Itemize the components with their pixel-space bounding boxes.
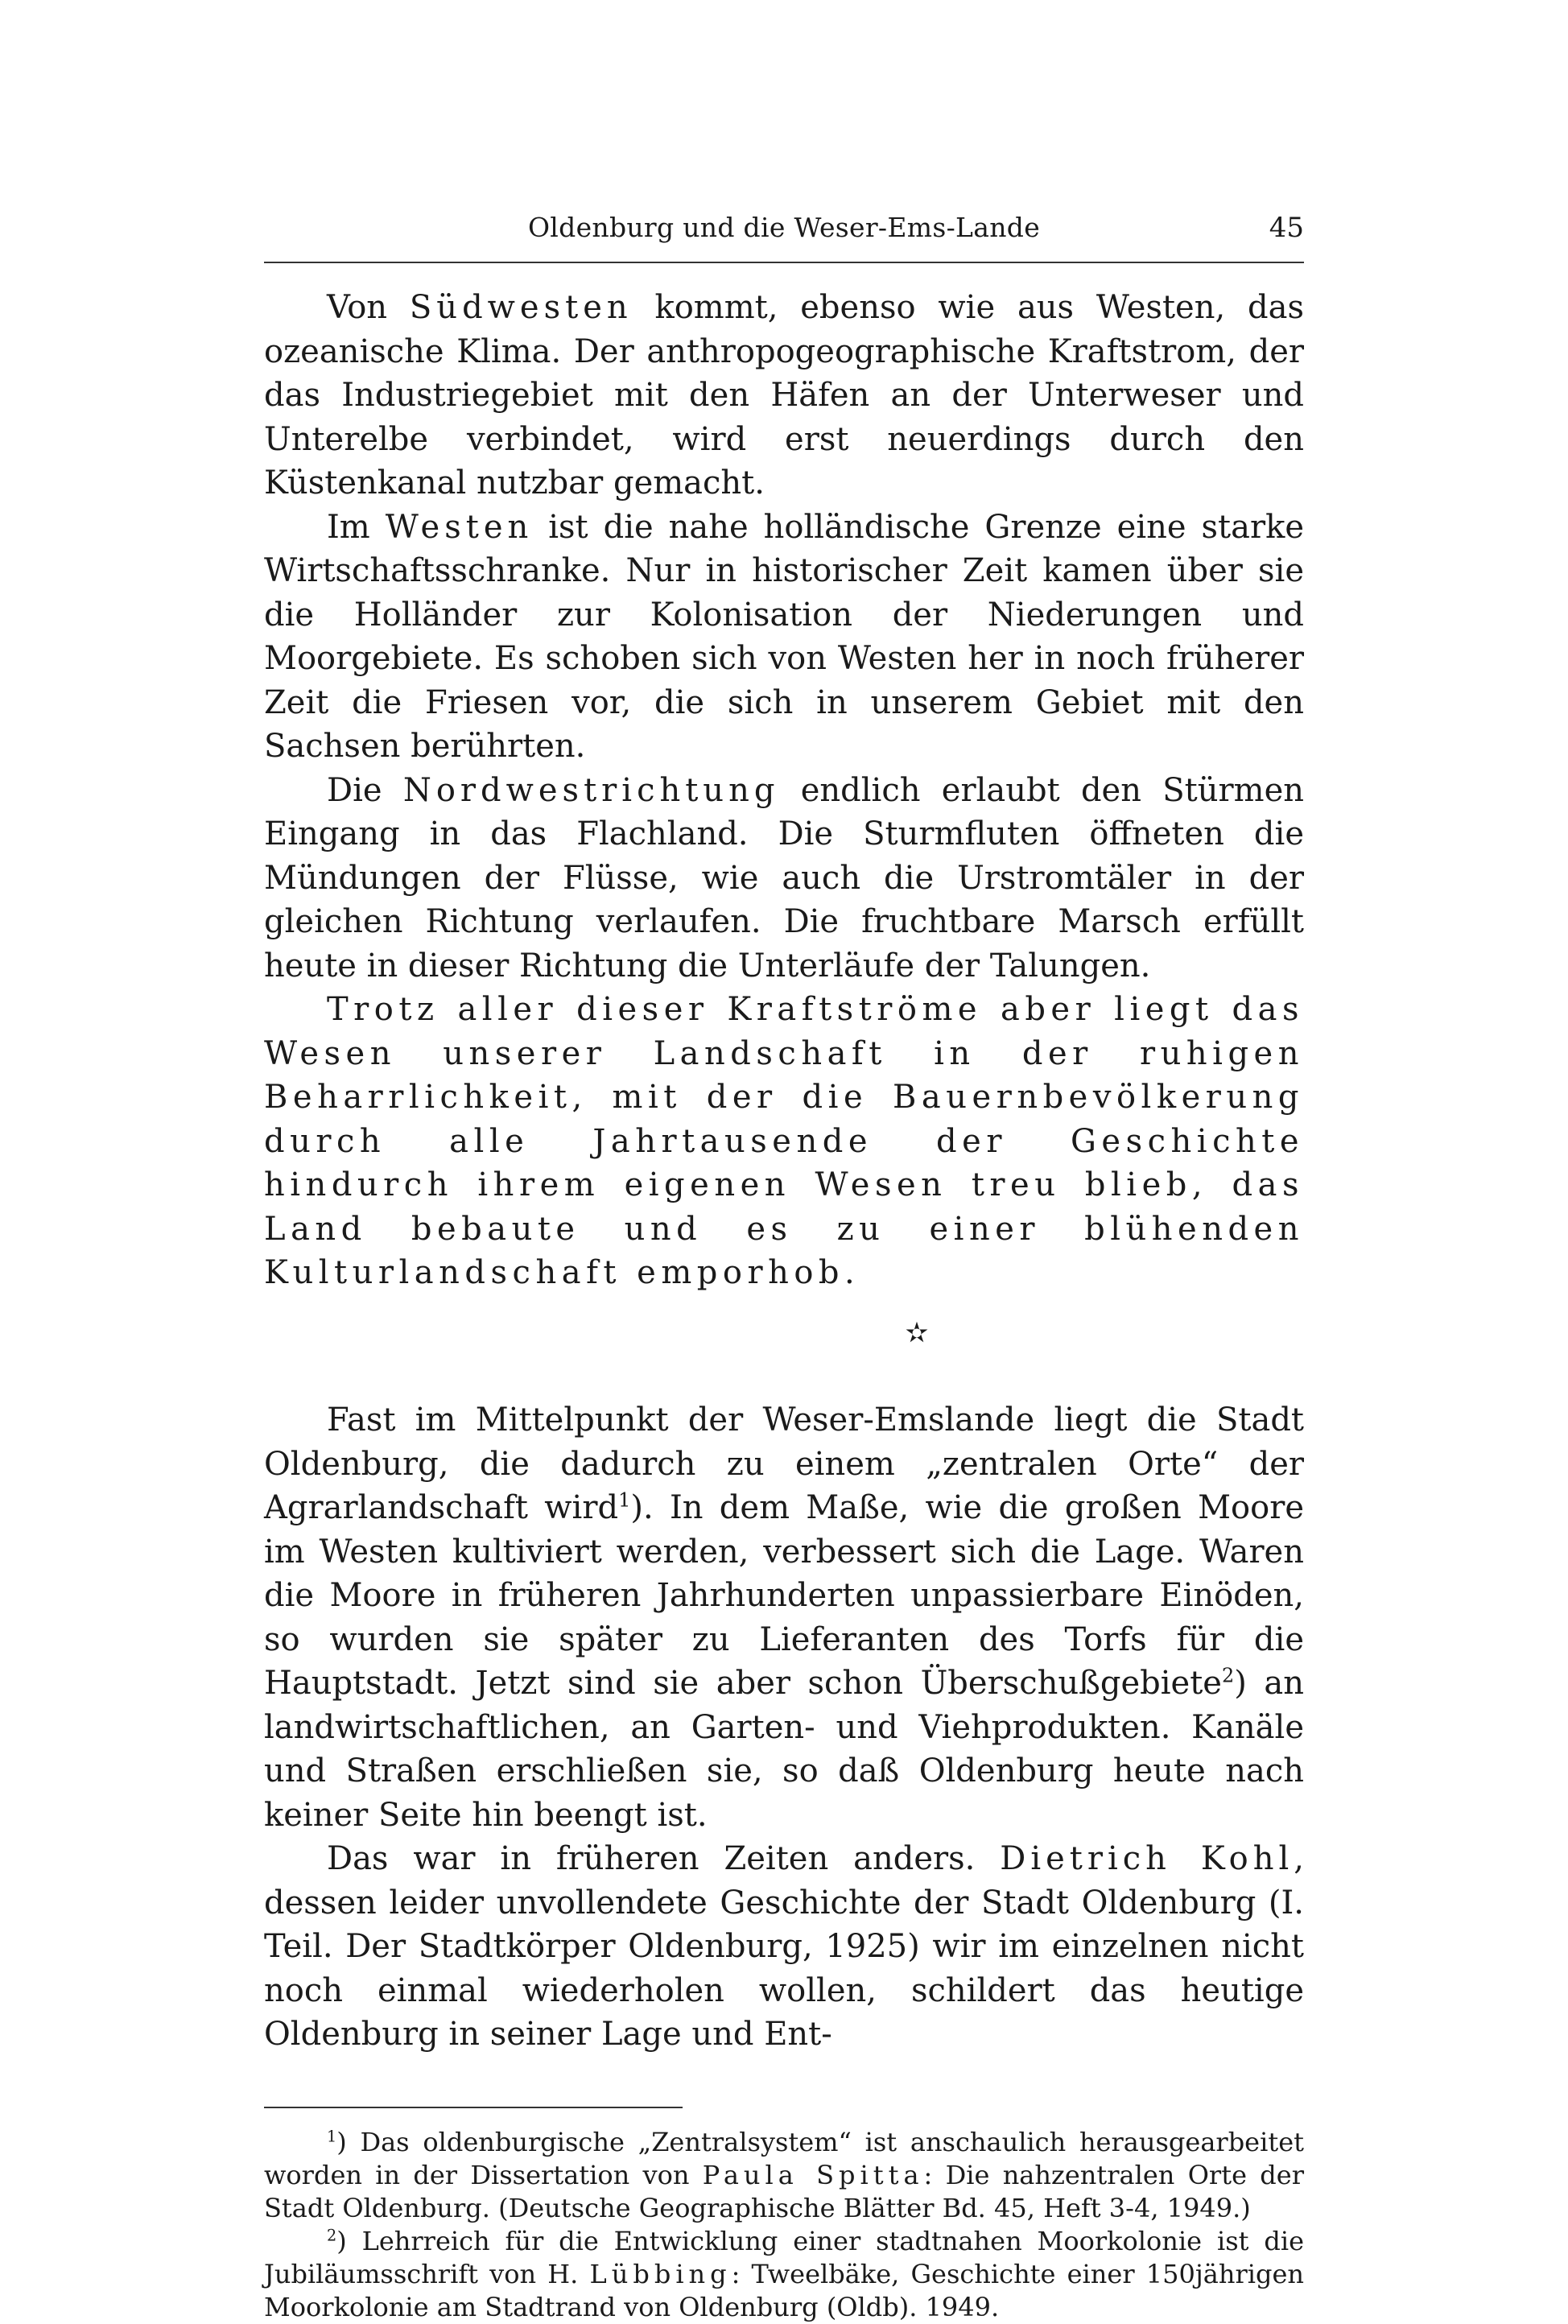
footnote-text: ) Lehrreich für die Entwicklung einer stadtnahen Moorkolonie ist die Jubiläumsschrift von H. [264, 2225, 1304, 2289]
page-number: 45 [1269, 212, 1304, 244]
section-separator-star-icon: ✫ [905, 1316, 929, 1349]
footnote-mark: 2 [327, 2225, 337, 2244]
footnote-text: : Die nahzentralen Orte der Stadt Oldenburg. (Deutsche Geographische Blätter Bd. 45, Heft 3-4, 1949.) [264, 2159, 1305, 2223]
paragraph-text: endlich erlaubt den Stürmen Eingang in das Flachland. Die Sturmfluten öffneten die Mündungen der Flüsse, wie auch die Urstromtäler in der gleichen Richtung verlaufen. Die fruchtbare Marsch erfüllt heute in dieser Richtung die Unterläufe der Talungen. [264, 771, 1304, 985]
footnote-text: : Tweelbäke, Geschichte einer 150jährigen Moorkolonie am Stadtrand von Oldenburg (Oldb). 1949. [264, 2258, 1305, 2322]
paragraph-text: ). In dem Maße, wie die großen Moore im Westen kultiviert werden, verbessert sich die Lage. Waren die Moore in früheren Jahrhunderten unpassierbare Einöden, so wurden sie später zu Lieferanten des Torfs für die Hauptstadt. Jetzt sind sie aber schon Überschußgebiete [264, 1489, 1305, 1702]
paragraph-text: , dessen leider unvollendete Geschichte der Stadt Oldenburg (I. Teil. Der Stadtkörper Oldenburg, 1925) wir im einzelnen nicht noch einmal wiederholen wollen, schildert das heutige Oldenburg in seiner Lage und Ent- [264, 1840, 1304, 2053]
paragraph-text: ist die nahe holländische Grenze eine starke Wirtschaftsschranke. Nur in historischer Zeit kamen über sie die Holländer zur Kolonisation der Niederungen und Moorgebiete. Es schoben sich von Westen her in noch früherer Zeit die Friesen vor, die sich in unserem Gebiet mit den Sachsen berührten. [264, 508, 1304, 765]
running-header [264, 205, 1304, 263]
paragraph-lead: Das war in früheren Zeiten anders. [327, 1840, 1001, 1877]
paragraph-text: Fast im Mittelpunkt der Weser-Emslande liegt die Stadt Oldenburg, die dadurch zu einem „zentralen Orte“ der Agrarlandschaft wird [264, 1401, 1304, 1526]
spaced-emphasis: Paula Spitta [702, 2159, 924, 2190]
footnote-1 [264, 2126, 1304, 2225]
paragraph-city-center [264, 1398, 1304, 1837]
spaced-emphasis: Nordwestrichtung [402, 771, 780, 809]
paragraph-west [264, 506, 1304, 769]
spaced-emphasis: Südwesten [409, 289, 633, 326]
paragraph-emphasized: Trotz aller dieser Kraftströme aber liegt das Wesen unserer Landschaft in der ruhigen Beharrlichkeit, mit der die Bauernbevölkerung durch alle Jahrtausende der Geschichte hindurch ihrem eigenen Wesen treu blieb, das Land bebaute und es zu einer blühenden Kulturlandschaft emporhob. [264, 991, 1304, 1291]
paragraph-lead: Von [327, 289, 410, 326]
footnote-text: ) Das oldenburgische „Zentralsystem“ ist anschaulich herausgearbeitet worden in der Dissertation von [264, 2126, 1304, 2190]
footnote-2 [264, 2225, 1304, 2324]
paragraph-text: kommt, ebenso wie aus Westen, das ozeanische Klima. Der anthropogeographische Kraftstrom, der das Industriegebiet mit den Häfen an der Unterweser und Unterelbe verbindet, wird erst neuerdings durch den Küstenkanal nutzbar gemacht. [264, 289, 1305, 502]
footnotes [264, 2126, 1304, 2324]
spaced-emphasis: Westen [385, 508, 534, 546]
running-title: Oldenburg und die Weser-Ems-Lande [527, 212, 1041, 243]
spaced-emphasis: Dietrich Kohl [1000, 1840, 1294, 1877]
spaced-emphasis: Lübbing [589, 2258, 732, 2289]
paragraph-lead: Die [327, 771, 403, 809]
book-page [264, 205, 1304, 2324]
paragraph-southwest [264, 286, 1304, 506]
body-text [264, 286, 1304, 2057]
paragraph-earlier-times [264, 1837, 1304, 2057]
paragraph-northwest [264, 769, 1304, 989]
footnote-divider [264, 2107, 683, 2108]
paragraph-lead: Im [327, 508, 386, 546]
paragraph-text: ) an landwirtschaftlichen, an Garten- und Viehprodukten. Kanäle und Straßen erschließen sie, so daß Oldenburg heute nach keiner Seite hin beengt ist. [264, 1665, 1304, 1834]
footnote-ref-2: 2 [1221, 1664, 1235, 1687]
footnote-mark: 1 [327, 2126, 337, 2145]
footnote-ref-1: 1 [618, 1488, 631, 1512]
